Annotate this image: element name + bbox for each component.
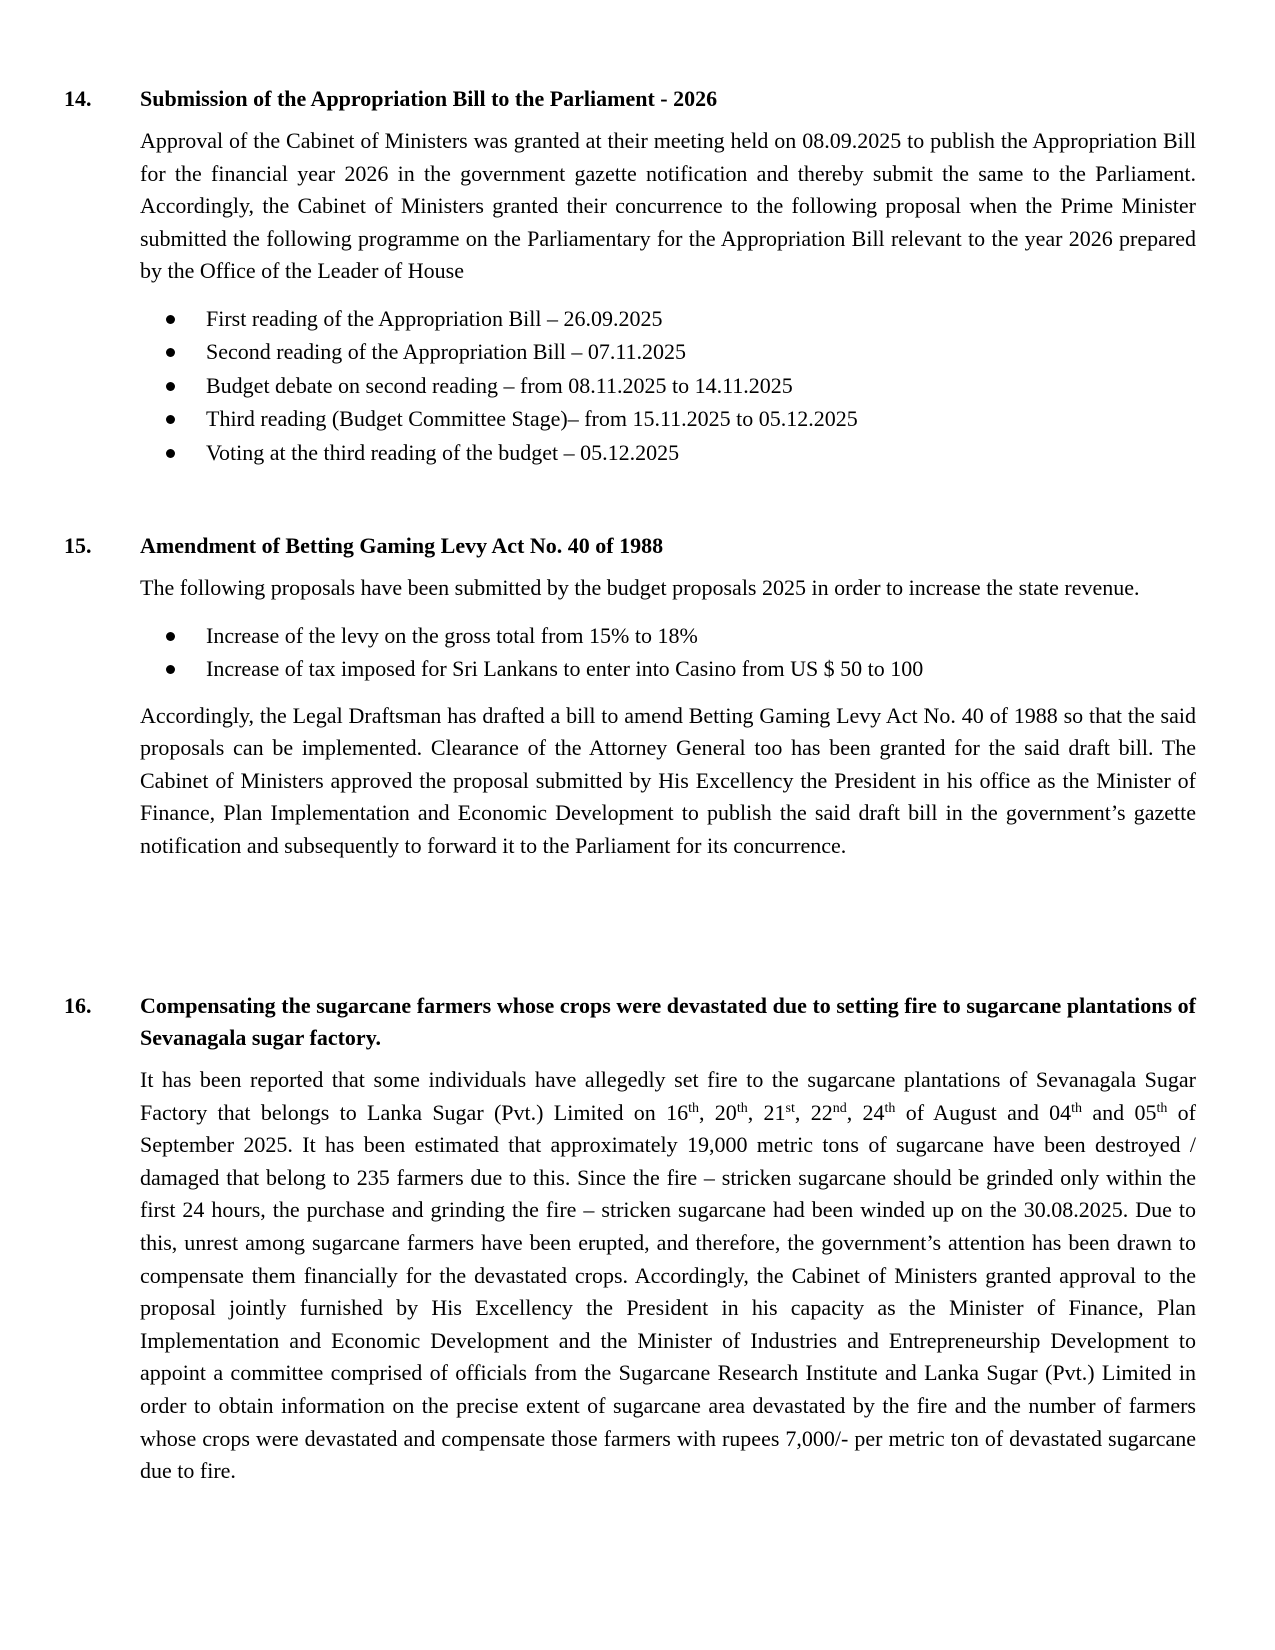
section-paragraph-2: Accordingly, the Legal Draftsman has drafted a bill to amend Betting Gaming Levy Act No. 40 of 1988 so that the said proposals can be implemented. Clearance of the Attorney General too has been granted for the said draft bill. The Cabinet of Ministers approved the proposal submitted by His Excellency the President in his office as the Minister of Finance, Plan Implementation and Economic Development to publish the said draft bill in the government’s gazette notification and subsequently to forward it to the Parliament for its concurrence. <box>140 702 1196 858</box>
section-title: Submission of the Appropriation Bill to the Parliament - 2026 <box>140 86 718 111</box>
section-paragraph: Approval of the Cabinet of Ministers was granted at their meeting held on 08.09.2025 to publish the Appropriation Bill for the financial year 2026 in the government gazette notification and thereby submit the same to the Parliament. Accordingly, the Cabinet of Ministers granted their concurrence to the following proposal when the Prime Minister submitted the following programme on the Parliamentary for the Appropriation Bill relevant to the year 2026 prepared by the Office of the Leader of House <box>140 128 1196 284</box>
section-16 <box>64 990 1196 1488</box>
bullet-icon <box>166 449 175 458</box>
section-15 <box>64 530 1196 863</box>
bullet-list <box>166 302 1196 470</box>
section-heading <box>64 530 1196 562</box>
section-title: Amendment of Betting Gaming Levy Act No. 40 of 1988 <box>140 533 664 558</box>
bullet-icon <box>166 415 175 424</box>
section-paragraph: The following proposals have been submitted by the budget proposals 2025 in order to increase the state revenue. <box>140 575 1140 600</box>
bullet-icon <box>166 348 175 357</box>
list-item: Third reading (Budget Committee Stage)– from 15.11.2025 to 05.12.2025 <box>166 402 1196 436</box>
list-item: Second reading of the Appropriation Bill – 07.11.2025 <box>166 335 1196 369</box>
list-item: Voting at the third reading of the budget – 05.12.2025 <box>166 436 1196 470</box>
section-paragraph: It has been reported that some individuals have allegedly set fire to the sugarcane plantations of Sevanagala Sugar Factory that belongs to Lanka Sugar (Pvt.) Limited on 16th, 20th, 21st, 22nd, 24th of August and 04th and 05th of September 2025. It has been estimated that approximately 19,000 metric tons of sugarcane have been destroyed / damaged that belong to 235 farmers due to this. Since the fire – stricken sugarcane should be grinded only within the first 24 hours, the purchase and grinding the fire – stricken sugarcane had been winded up on the 30.08.2025. Due to this, unrest among sugarcane farmers have been erupted, and therefore, the government’s attention has been drawn to compensate them financially for the devastated crops. Accordingly, the Cabinet of Ministers granted approval to the proposal jointly furnished by His Excellency the President in his capacity as the Minister of Finance, Plan Implementation and Economic Development and the Minister of Industries and Entrepreneurship Development to appoint a committee comprised of officials from the Sugarcane Research Institute and Lanka Sugar (Pvt.) Limited in order to obtain information on the precise extent of sugarcane area devastated by the fire and the number of farmers whose crops were devastated and compensate those farmers with rupees 7,000/- per metric ton of devastated sugarcane due to fire. <box>140 1067 1197 1484</box>
bullet-icon <box>166 315 175 324</box>
list-item: Increase of the levy on the gross total from 15% to 18% <box>166 619 1196 653</box>
bullet-list <box>166 619 1196 686</box>
list-item: First reading of the Appropriation Bill – 26.09.2025 <box>166 302 1196 336</box>
section-number: 16. <box>64 993 92 1018</box>
bullet-icon <box>166 632 175 641</box>
list-item: Increase of tax imposed for Sri Lankans to enter into Casino from US $ 50 to 100 <box>166 652 1196 686</box>
section-heading <box>64 990 1196 1054</box>
list-item: Budget debate on second reading – from 08.11.2025 to 14.11.2025 <box>166 369 1196 403</box>
section-number: 14. <box>64 86 92 111</box>
bullet-icon <box>166 382 175 391</box>
section-heading <box>64 83 1196 115</box>
section-number: 15. <box>64 533 92 558</box>
section-title: Compensating the sugarcane farmers whose crops were devastated due to setting fire to sugarcane plantations of Sevanagala sugar factory. <box>140 993 1196 1050</box>
bullet-icon <box>166 665 175 674</box>
section-14 <box>64 83 1196 469</box>
